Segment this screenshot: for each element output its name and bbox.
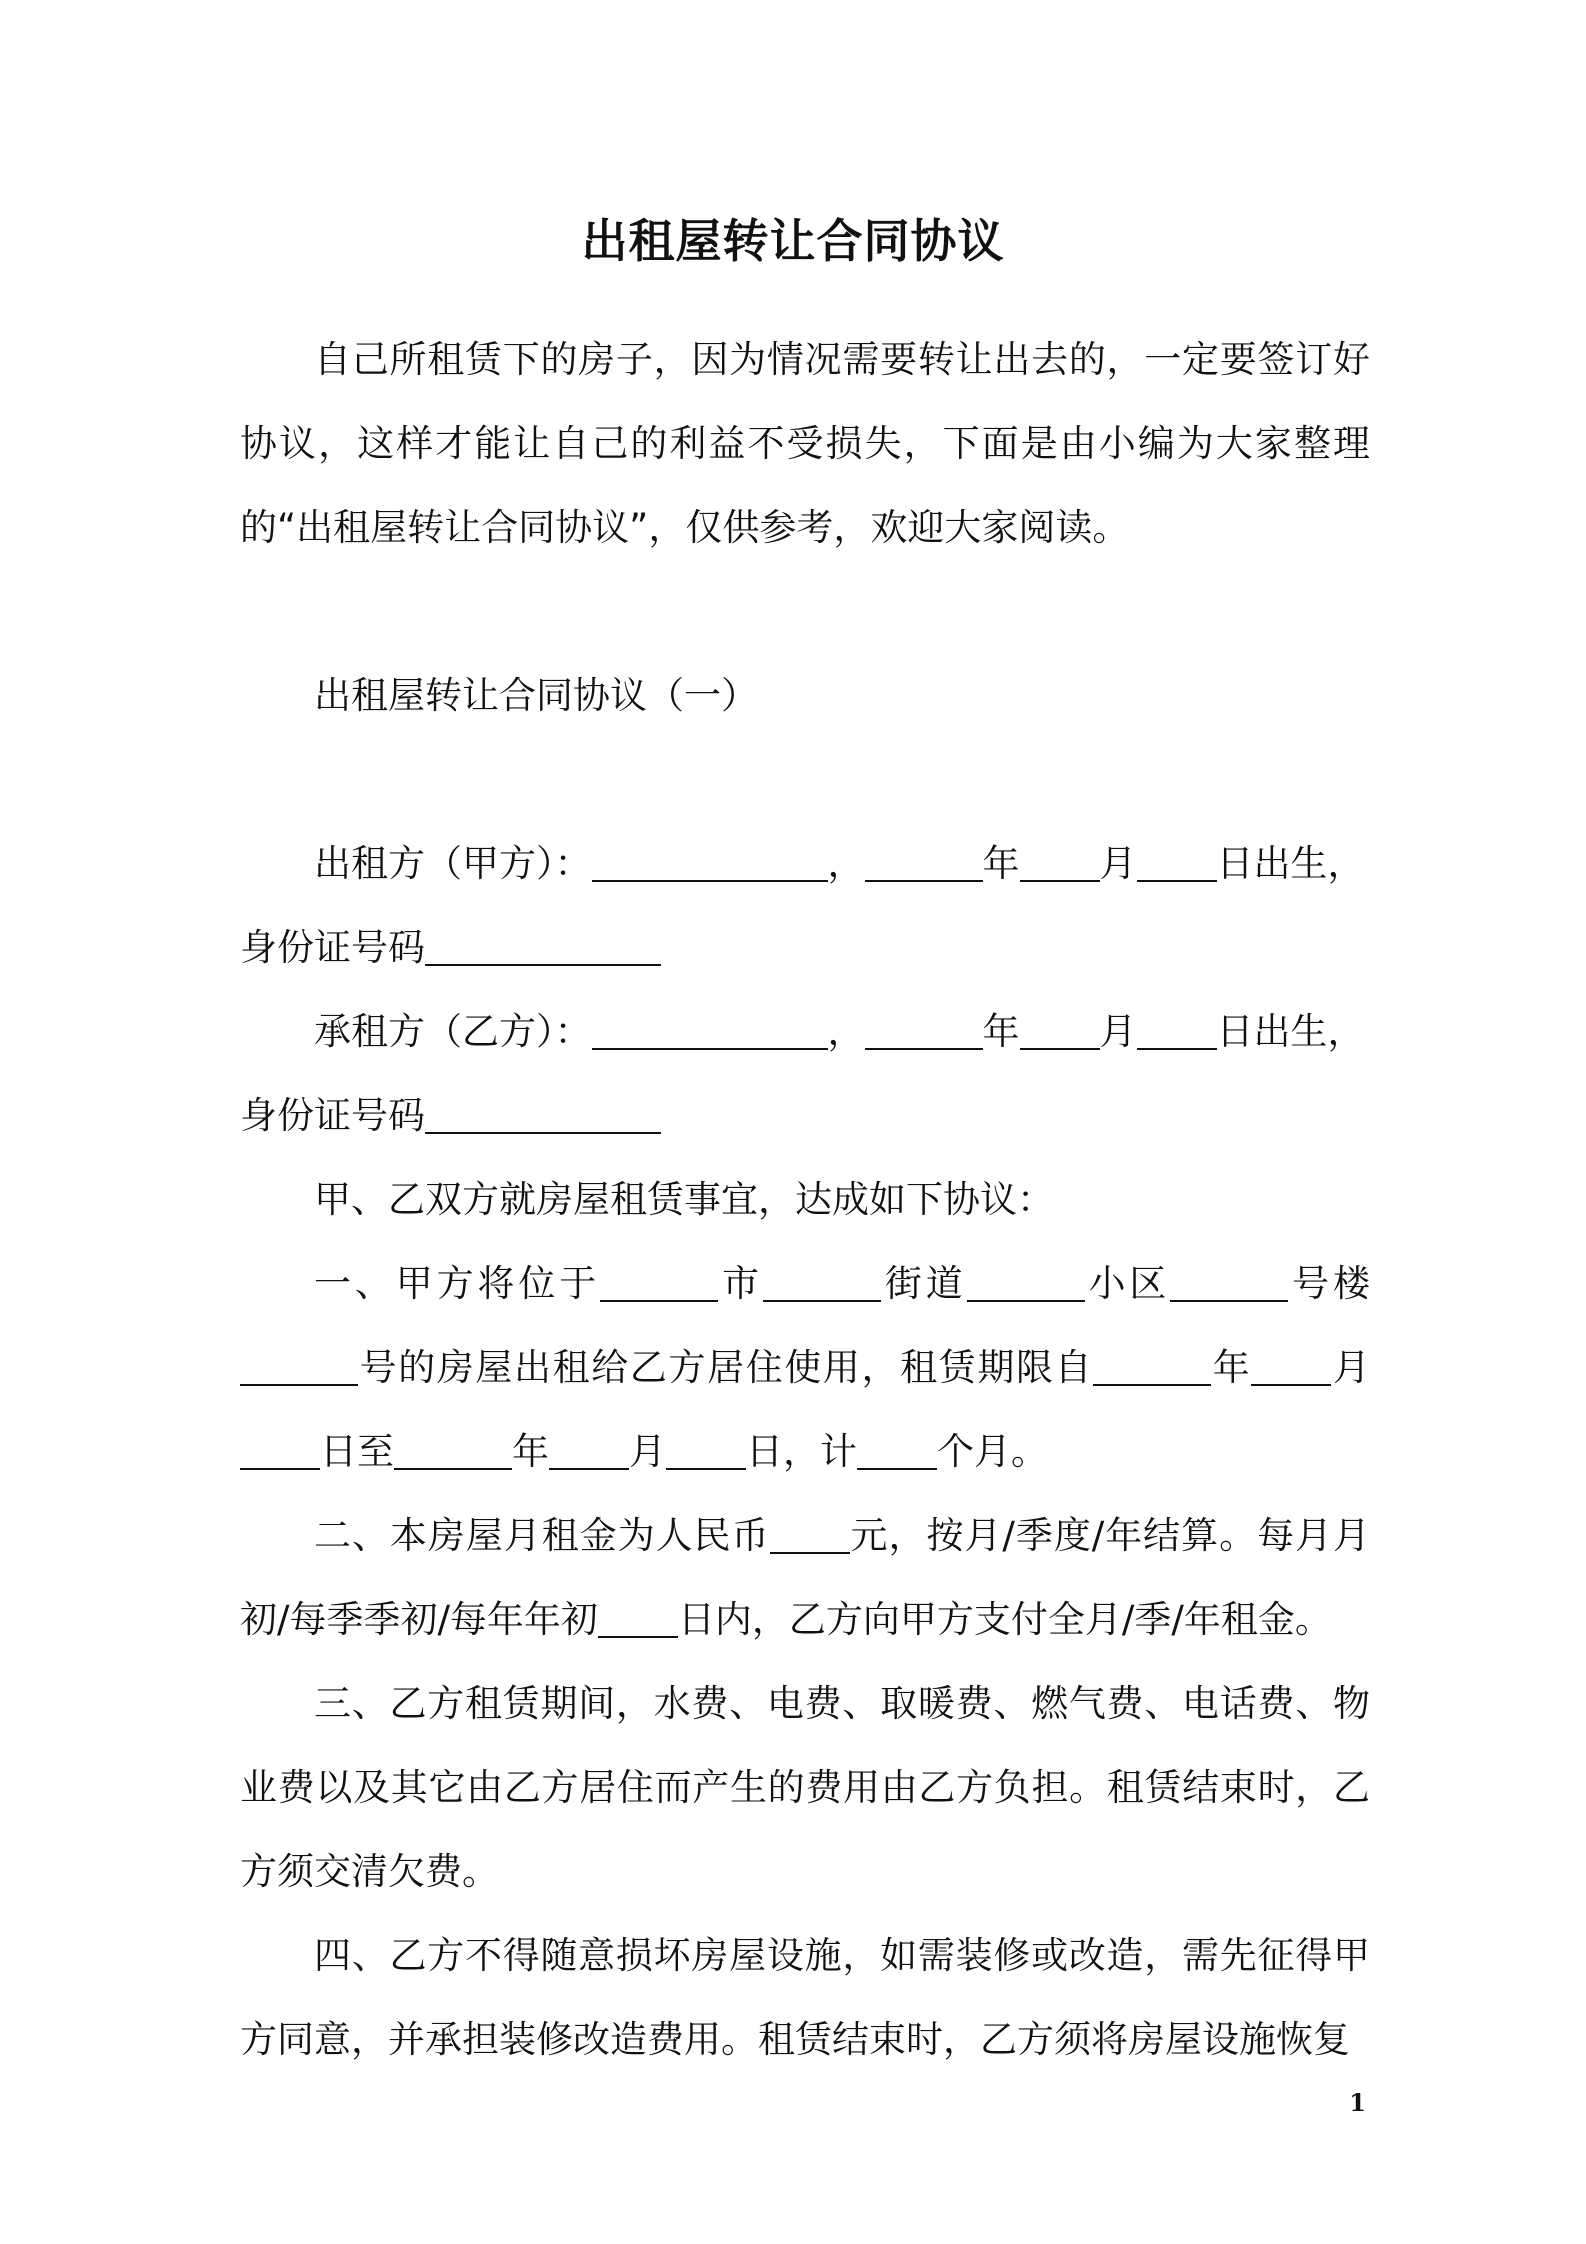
clause-2: 二、本房屋月租金为人民币 元，按月/季度/年结算。每月月初/每季季初/每年年初 日内，乙方向甲方支付全月/季/年租金。 bbox=[240, 1514, 1371, 1641]
end-day-blank[interactable] bbox=[666, 1431, 746, 1470]
start-month-blank[interactable] bbox=[1251, 1347, 1331, 1386]
party-a-name-blank[interactable] bbox=[592, 843, 828, 882]
start-day-blank[interactable] bbox=[240, 1431, 320, 1470]
party-a-year-blank[interactable] bbox=[865, 843, 983, 882]
end-month-blank[interactable] bbox=[549, 1431, 629, 1470]
start-year-blank[interactable] bbox=[1093, 1347, 1211, 1386]
party-b-year-blank[interactable] bbox=[865, 1011, 983, 1050]
intro-paragraph: 自己所租赁下的房子，因为情况需要转让出去的，一定要签订好协议，这样才能让自己的利益不受损失，下面是由小编为大家整理的“出租屋转让合同协议”，仅供参考，欢迎大家阅读。 bbox=[240, 338, 1370, 549]
party-a-id-line: 身份证号码 bbox=[240, 906, 1370, 990]
payment-days-blank[interactable] bbox=[598, 1599, 678, 1638]
party-b-month-blank[interactable] bbox=[1020, 1011, 1100, 1050]
clause-1: 一、甲方将位于 市 街道 小区 号楼号的房屋出租给乙方居住使用，租赁期限自 年 月日至 年 月 日，计 个月。 bbox=[240, 1242, 1370, 1494]
party-a-line: 出租方（甲方）： ， 年 月 日出生， bbox=[314, 842, 1365, 885]
rent-amount-blank[interactable] bbox=[770, 1515, 850, 1554]
city-blank[interactable] bbox=[600, 1263, 718, 1302]
months-blank[interactable] bbox=[857, 1431, 937, 1470]
street-blank[interactable] bbox=[763, 1263, 881, 1302]
document-body bbox=[240, 318, 1370, 2082]
agreement-line: 甲、乙双方就房屋租赁事宜，达成如下协议： bbox=[314, 1178, 1054, 1221]
party-a-month-blank[interactable] bbox=[1020, 843, 1100, 882]
party-b-id-blank[interactable] bbox=[425, 1095, 661, 1134]
party-b-id-line: 身份证号码 bbox=[240, 1074, 1370, 1158]
room-blank[interactable] bbox=[240, 1347, 358, 1386]
community-blank[interactable] bbox=[967, 1263, 1085, 1302]
page-number: 1 bbox=[1349, 2088, 1366, 2117]
document-title: 出租屋转让合同协议 bbox=[581, 214, 1005, 268]
party-b-name-blank[interactable] bbox=[592, 1011, 828, 1050]
party-b-day-blank[interactable] bbox=[1137, 1011, 1217, 1050]
clause-3: 三、乙方租赁期间，水费、电费、取暖费、燃气费、电话费、物业费以及其它由乙方居住而产生的费用由乙方负担。租赁结束时，乙方须交清欠费。 bbox=[240, 1682, 1370, 1893]
end-year-blank[interactable] bbox=[394, 1431, 512, 1470]
building-blank[interactable] bbox=[1170, 1263, 1288, 1302]
section-heading: 出租屋转让合同协议（一） bbox=[314, 674, 758, 717]
party-a-id-blank[interactable] bbox=[425, 927, 661, 966]
party-a-day-blank[interactable] bbox=[1137, 843, 1217, 882]
clause-4: 四、乙方不得随意损坏房屋设施，如需装修或改造，需先征得甲方同意，并承担装修改造费用。租赁结束时，乙方须将房屋设施恢复 bbox=[240, 1934, 1370, 2061]
party-b-line: 承租方（乙方）： ， 年 月 日出生， bbox=[314, 1010, 1365, 1053]
